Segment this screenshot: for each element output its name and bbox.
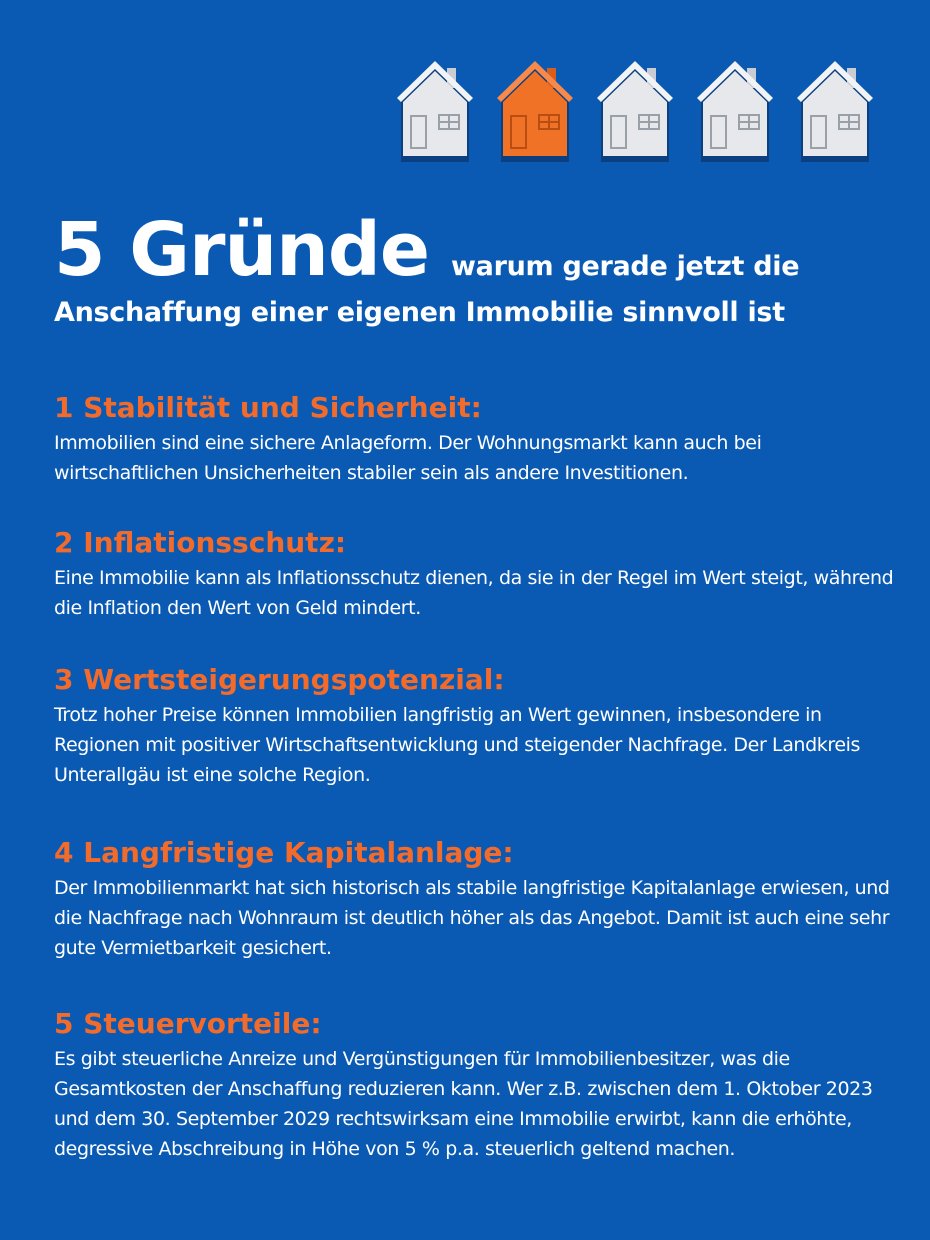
reason-5 — [54, 1006, 894, 1164]
title-main: 5 Gründe — [54, 207, 430, 293]
reason-heading: 2 Inflationsschutz: — [54, 526, 347, 559]
reason-heading: 3 Wertsteigerungspotenzial: — [54, 663, 505, 696]
title-line-1 — [54, 205, 904, 295]
reason-3 — [54, 662, 894, 790]
reason-heading: 1 Stabilität und Sicherheit: — [54, 391, 482, 424]
reason-heading: 5 Steuervorteile: — [54, 1007, 322, 1040]
title-subtitle-part-2: Anschaffung einer eigenen Immobilie sinnvoll ist — [54, 297, 785, 328]
reason-2 — [54, 525, 894, 623]
house-icon-5 — [795, 58, 875, 162]
house-icon-1 — [395, 58, 475, 162]
title-subtitle-part-1: warum gerade jetzt die — [451, 251, 800, 282]
house-icon-3 — [595, 58, 675, 162]
reason-heading: 4 Langfristige Kapitalanlage: — [54, 836, 514, 869]
reason-text: Eine Immobilie kann als Inflationsschutz dienen, da sie in der Regel im Wert steigt, während die Inflation den Wert von Geld mindert. — [54, 567, 894, 619]
house-icon-2-highlighted — [495, 58, 575, 162]
title-block — [54, 205, 904, 328]
reason-1 — [54, 390, 894, 488]
reason-text: Immobilien sind eine sichere Anlageform. Der Wohnungsmarkt kann auch bei wirtschaftlichen Unsicherheiten stabiler sein als andere Investitionen. — [54, 432, 762, 484]
reason-text: Trotz hoher Preise können Immobilien langfristig an Wert gewinnen, insbesondere in Regionen mit positiver Wirtschaftsentwicklung und steigender Nachfrage. Der Landkreis Unterallgäu ist eine solche Region. — [54, 704, 860, 786]
house-icon-4 — [695, 58, 775, 162]
reason-text: Es gibt steuerliche Anreize und Vergünstigungen für Immobilienbesitzer, was die Gesamtkosten der Anschaffung reduzieren kann. Wer z.B. zwischen dem 1. Oktober 2023 und dem 30. September 2029 rechtswirksam eine Immobilie erwirbt, kann die erhöhte, degressive Abschreibung in Höhe von 5 % p.a. steuerlich geltend machen. — [54, 1048, 873, 1160]
house-icons-row — [395, 58, 875, 162]
reason-4 — [54, 835, 894, 963]
reason-text: Der Immobilienmarkt hat sich historisch als stabile langfristige Kapitalanlage erwiesen, und die Nachfrage nach Wohnraum ist deutlich höher als das Angebot. Damit ist auch eine sehr gute Vermietbarkeit gesichert. — [54, 877, 890, 959]
